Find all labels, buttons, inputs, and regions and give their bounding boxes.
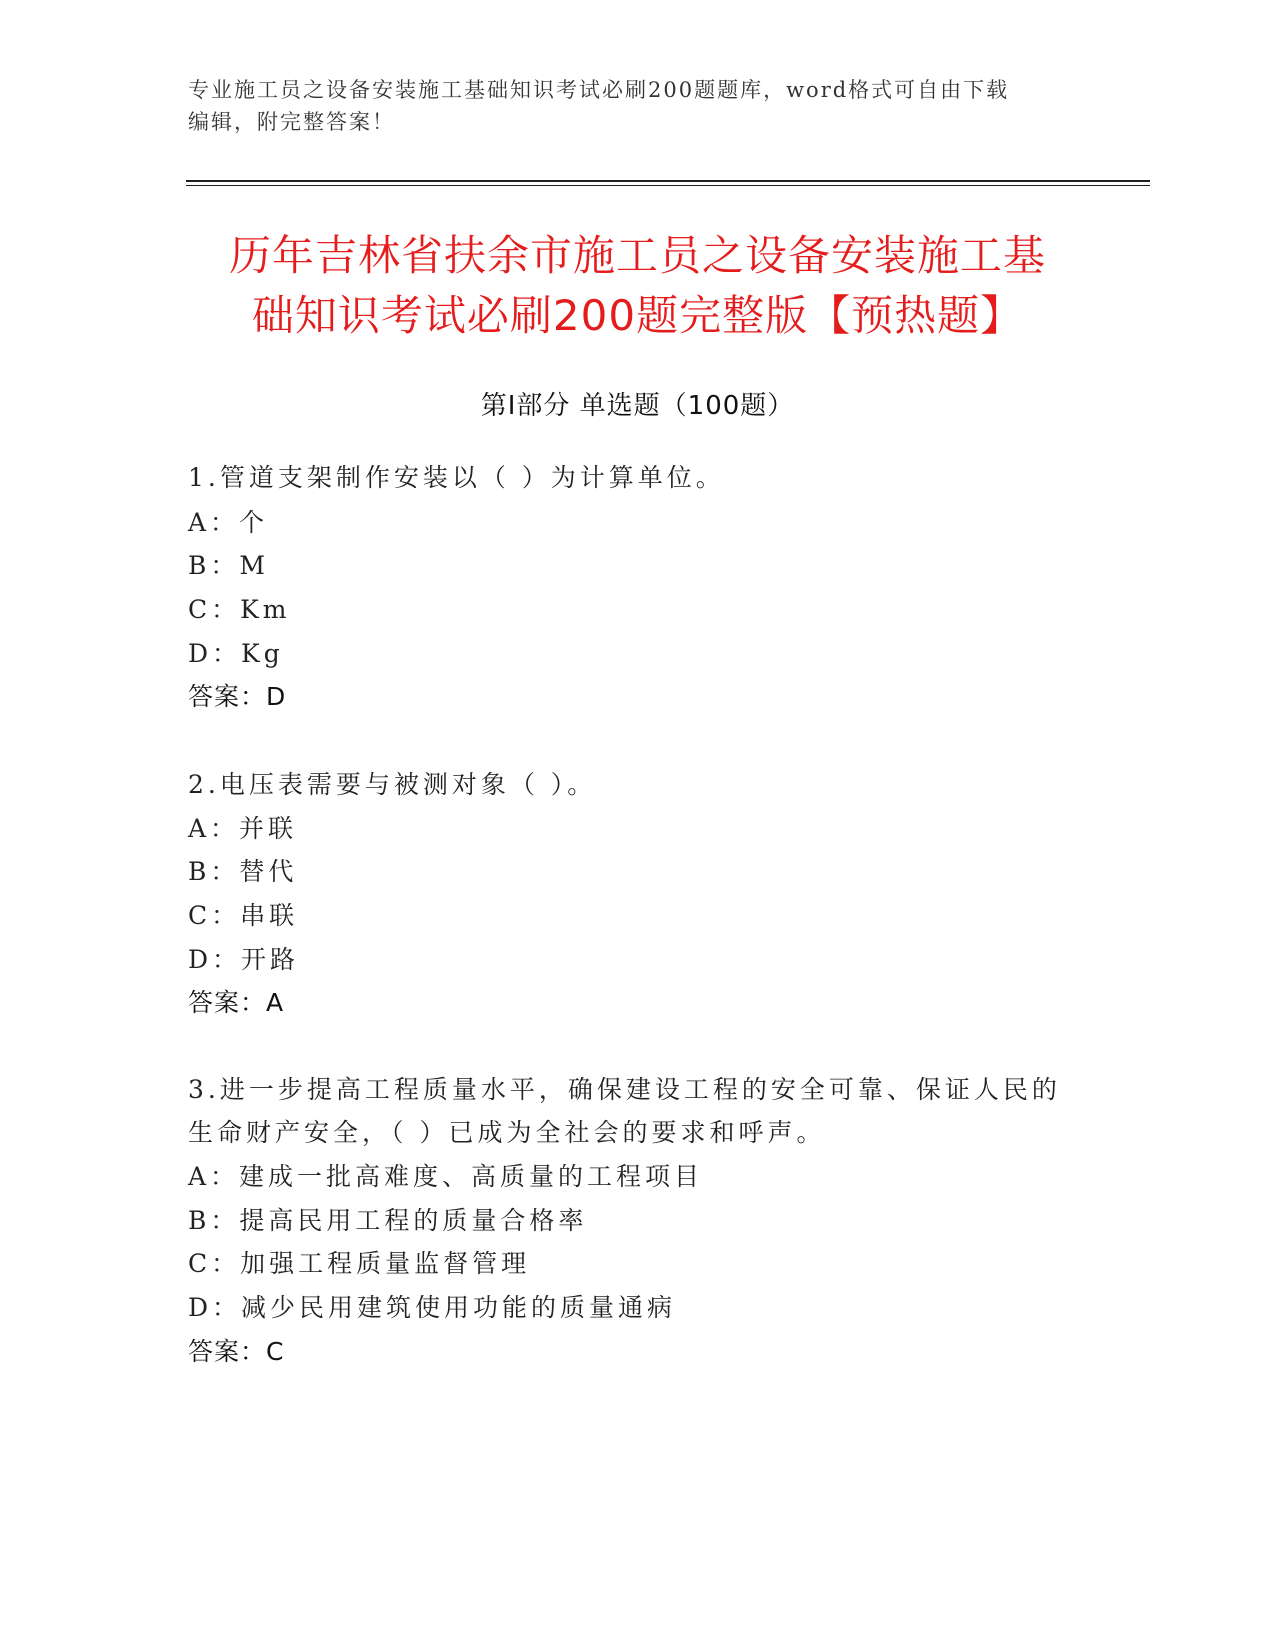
question-1-option-a: A：个 bbox=[188, 508, 269, 537]
header-divider-thick bbox=[186, 180, 1150, 182]
question-2-option-b: B：替代 bbox=[188, 857, 298, 886]
question-2-answer: 答案：A bbox=[188, 988, 285, 1017]
question-3-stem-line-1: 3.进一步提高工程质量水平，确保建设工程的安全可靠、保证人民的 bbox=[188, 1075, 1061, 1104]
header-divider-thin bbox=[186, 185, 1150, 186]
question-1-option-d: D：Kg bbox=[188, 639, 284, 668]
question-3-answer: 答案：C bbox=[188, 1337, 285, 1366]
header-note-line-2: 编辑，附完整答案！ bbox=[188, 110, 395, 134]
question-3-option-d: D：减少民用建筑使用功能的质量通病 bbox=[188, 1293, 677, 1322]
question-2-option-c: C：串联 bbox=[188, 901, 299, 930]
question-3-option-b: B：提高民用工程的质量合格率 bbox=[188, 1206, 588, 1235]
question-2-option-a: A：并联 bbox=[188, 814, 298, 843]
question-3-option-c: C：加强工程质量监督管理 bbox=[188, 1249, 531, 1278]
document-title-line-1: 历年吉林省扶余市施工员之设备安装施工基 bbox=[228, 231, 1046, 280]
question-2-stem: 2.电压表需要与被测对象（ ）。 bbox=[188, 770, 597, 799]
document-title bbox=[150, 226, 1125, 346]
section-heading: 第I部分 单选题（100题） bbox=[480, 391, 795, 421]
document-title-line-2: 础知识考试必刷200题完整版【预热题】 bbox=[251, 291, 1024, 340]
question-3-stem-line-2: 生命财产安全，（ ）已成为全社会的要求和呼声。 bbox=[188, 1118, 826, 1147]
question-1-stem: 1.管道支架制作安装以（ ）为计算单位。 bbox=[188, 463, 725, 492]
question-1-option-c: C：Km bbox=[188, 595, 291, 624]
question-1-answer: 答案：D bbox=[188, 682, 287, 711]
question-1-option-b: B：M bbox=[188, 551, 269, 580]
header-note-line-1: 专业施工员之设备安装施工基础知识考试必刷200题题库，word格式可自由下载 bbox=[188, 78, 1010, 102]
question-3-option-a: A：建成一批高难度、高质量的工程项目 bbox=[188, 1162, 704, 1191]
question-2-option-d: D：开路 bbox=[188, 945, 300, 974]
header-note bbox=[188, 74, 1088, 138]
